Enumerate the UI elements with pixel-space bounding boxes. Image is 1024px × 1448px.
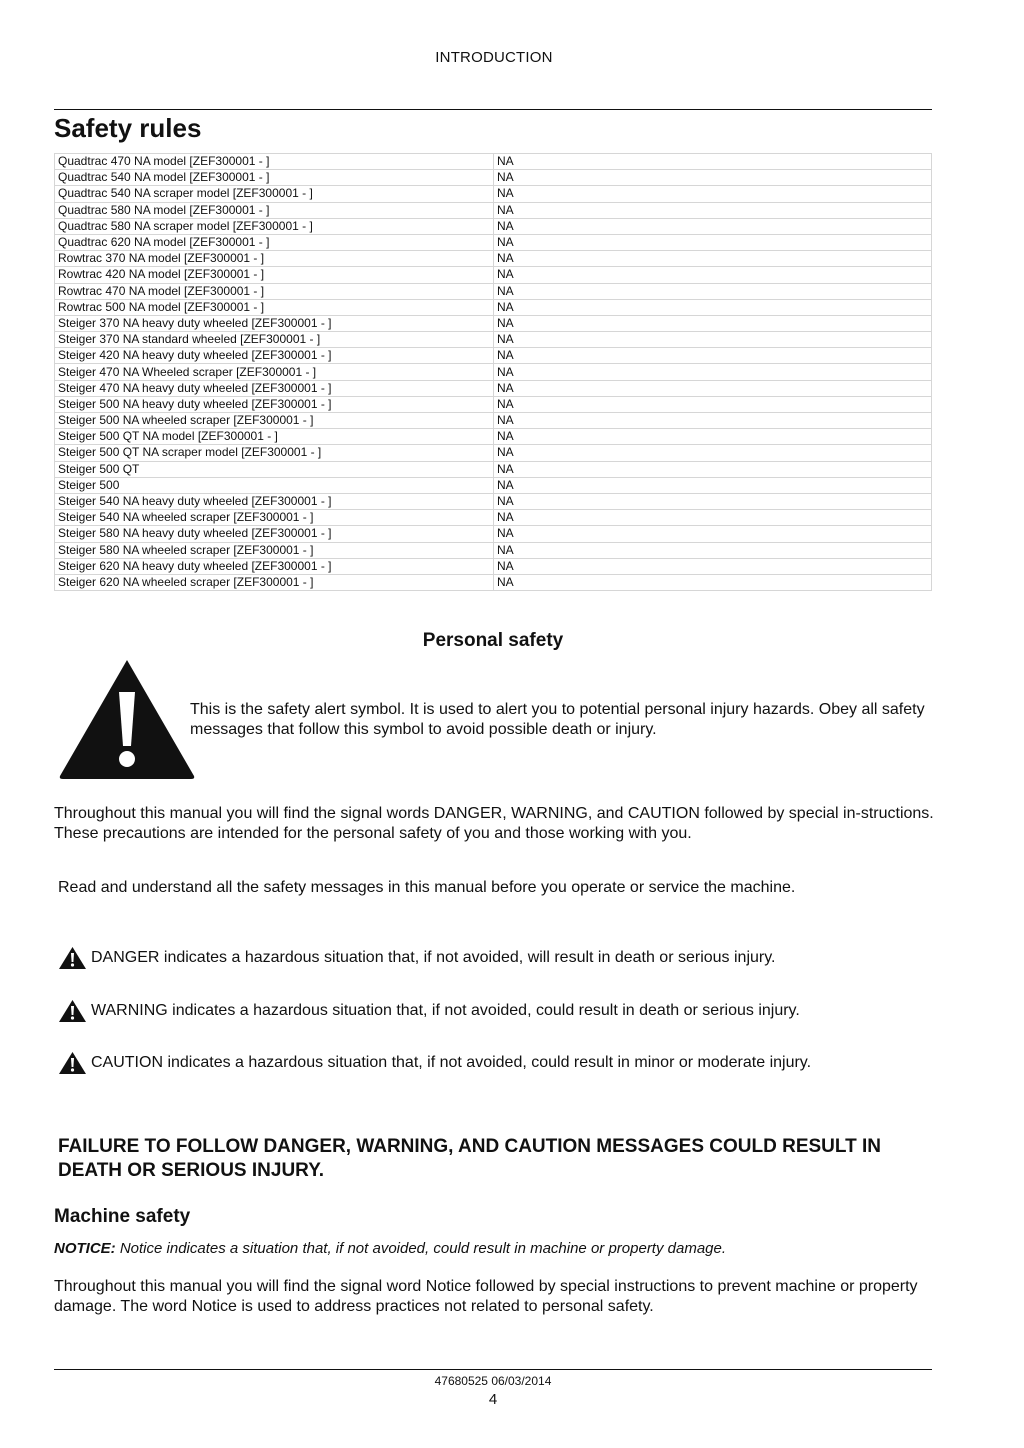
model-cell: Quadtrac 540 NA model [ZEF300001 - ] [55,170,494,186]
applicability-cell: NA [494,154,932,170]
table-row [55,170,932,186]
model-cell: Steiger 540 NA wheeled scraper [ZEF300001 - ] [55,510,494,526]
page-title: Safety rules [54,113,202,143]
warning-triangle-icon [58,946,87,970]
table-row [55,251,932,267]
table-row [55,445,932,461]
table-row [55,461,932,477]
model-cell: Steiger 470 NA Wheeled scraper [ZEF300001 - ] [55,364,494,380]
notice-line [54,1240,726,1257]
model-cell: Steiger 620 NA heavy duty wheeled [ZEF300001 - ] [55,558,494,574]
model-cell: Steiger 420 NA heavy duty wheeled [ZEF300001 - ] [55,348,494,364]
model-cell: Quadtrac 540 NA scraper model [ZEF300001 - ] [55,186,494,202]
table-row [55,558,932,574]
model-cell: Steiger 580 NA wheeled scraper [ZEF300001 - ] [55,542,494,558]
applicability-cell: NA [494,251,932,267]
caution-text: CAUTION indicates a hazardous situation that, if not avoided, could result in minor or moderate injury. [91,1054,812,1071]
model-cell: Steiger 370 NA standard wheeled [ZEF300001 - ] [55,332,494,348]
danger-message [58,946,776,970]
section-header: INTRODUCTION [435,49,553,66]
table-row [55,364,932,380]
model-applicability-table [54,153,932,591]
model-cell: Steiger 370 NA heavy duty wheeled [ZEF300001 - ] [55,315,494,331]
model-cell: Steiger 500 QT [55,461,494,477]
applicability-cell: NA [494,542,932,558]
failure-warning: FAILURE TO FOLLOW DANGER, WARNING, AND CAUTION MESSAGES COULD RESULT IN DEATH OR SERIOUS INJURY. [58,1136,881,1181]
applicability-cell: NA [494,170,932,186]
model-cell: Steiger 580 NA heavy duty wheeled [ZEF300001 - ] [55,526,494,542]
applicability-cell: NA [494,267,932,283]
table-row [55,413,932,429]
model-cell: Steiger 500 NA wheeled scraper [ZEF300001 - ] [55,413,494,429]
model-cell: Steiger 620 NA wheeled scraper [ZEF300001 - ] [55,574,494,590]
caution-message [58,1051,811,1075]
applicability-cell: NA [494,218,932,234]
table-row [55,574,932,590]
model-cell: Rowtrac 420 NA model [ZEF300001 - ] [55,267,494,283]
warning-text: WARNING indicates a hazardous situation that, if not avoided, could result in death or serious injury. [91,1002,800,1019]
applicability-cell: NA [494,574,932,590]
model-cell: Steiger 500 QT NA scraper model [ZEF300001 - ] [55,445,494,461]
applicability-cell: NA [494,396,932,412]
applicability-cell: NA [494,348,932,364]
applicability-cell: NA [494,558,932,574]
table-row [55,510,932,526]
model-cell: Rowtrac 500 NA model [ZEF300001 - ] [55,299,494,315]
applicability-cell: NA [494,234,932,250]
applicability-cell: NA [494,186,932,202]
model-cell: Steiger 500 NA heavy duty wheeled [ZEF300001 - ] [55,396,494,412]
footer-rule [54,1369,932,1370]
personal-safety-heading: Personal safety [422,630,564,651]
table-row [55,348,932,364]
warning-triangle-icon [58,999,87,1023]
notice-text: Notice indicates a situation that, if not avoided, could result in machine or property damage. [119,1240,727,1257]
applicability-cell: NA [494,380,932,396]
table-row [55,526,932,542]
applicability-cell: NA [494,526,932,542]
applicability-cell: NA [494,477,932,493]
page-number: 4 [488,1391,498,1408]
table-row [55,477,932,493]
table-row [55,234,932,250]
header-rule [54,109,932,110]
read-messages-paragraph: Read and understand all the safety messages in this manual before you operate or service the machine. [58,879,796,896]
table-row [55,218,932,234]
model-cell: Quadtrac 620 NA model [ZEF300001 - ] [55,234,494,250]
table-row [55,283,932,299]
table-row [55,315,932,331]
applicability-cell: NA [494,299,932,315]
warning-message [58,999,800,1023]
table-row [55,493,932,509]
table-row [55,380,932,396]
model-cell: Steiger 500 QT NA model [ZEF300001 - ] [55,429,494,445]
model-cell: Steiger 500 [55,477,494,493]
table-row [55,154,932,170]
applicability-cell: NA [494,461,932,477]
applicability-cell: NA [494,364,932,380]
model-cell: Rowtrac 370 NA model [ZEF300001 - ] [55,251,494,267]
model-cell: Steiger 540 NA heavy duty wheeled [ZEF300001 - ] [55,493,494,509]
machine-safety-paragraph: Throughout this manual you will find the signal word Notice followed by special instructions to prevent machine or property damage. The word Notice is used to address practices not related to personal safety. [54,1278,918,1315]
model-cell: Steiger 470 NA heavy duty wheeled [ZEF300001 - ] [55,380,494,396]
document-code: 47680525 06/03/2014 [434,1374,552,1388]
model-cell: Quadtrac 580 NA model [ZEF300001 - ] [55,202,494,218]
safety-alert-icon [58,658,196,780]
table-row [55,267,932,283]
notice-label: NOTICE: [54,1240,116,1257]
applicability-cell: NA [494,413,932,429]
table-row [55,202,932,218]
table-row [55,332,932,348]
table-row [55,542,932,558]
model-cell: Quadtrac 470 NA model [ZEF300001 - ] [55,154,494,170]
applicability-cell: NA [494,283,932,299]
applicability-cell: NA [494,202,932,218]
applicability-cell: NA [494,445,932,461]
warning-triangle-icon [58,1051,87,1075]
applicability-cell: NA [494,332,932,348]
danger-text: DANGER indicates a hazardous situation that, if not avoided, will result in death or serious injury. [91,949,776,966]
model-cell: Rowtrac 470 NA model [ZEF300001 - ] [55,283,494,299]
table-row [55,429,932,445]
table-row [55,186,932,202]
model-cell: Quadtrac 580 NA scraper model [ZEF300001 - ] [55,218,494,234]
table-row [55,299,932,315]
applicability-cell: NA [494,429,932,445]
machine-safety-heading: Machine safety [54,1206,191,1227]
applicability-cell: NA [494,510,932,526]
applicability-cell: NA [494,315,932,331]
applicability-cell: NA [494,493,932,509]
table-row [55,396,932,412]
alert-symbol-description: This is the safety alert symbol. It is used to alert you to potential personal injury hazards. Obey all safety messages that follow this symbol to avoid possible death or injury. [190,701,925,738]
signal-words-paragraph: Throughout this manual you will find the signal words DANGER, WARNING, and CAUTION followed by special in-structions. These precautions are intended for the personal safety of you and those working with you. [54,805,934,842]
